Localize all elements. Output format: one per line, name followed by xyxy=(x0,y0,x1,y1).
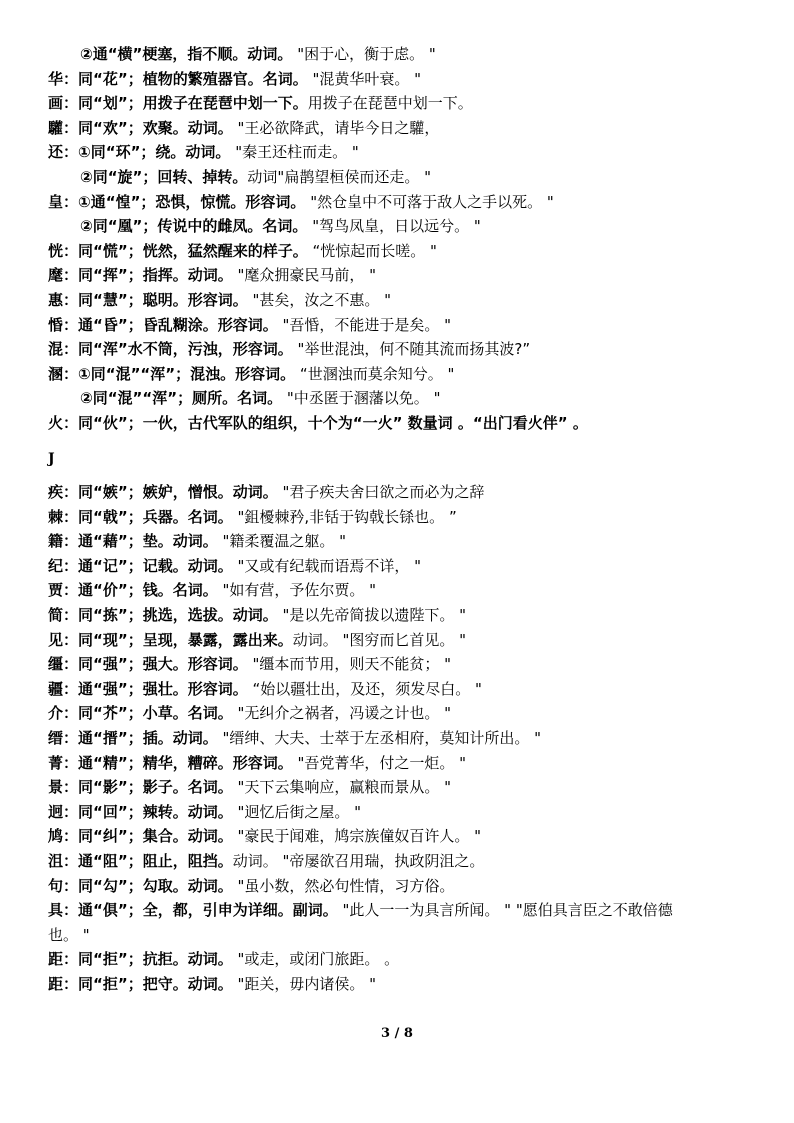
entry-gloss: 同“强”；强大。形容词。 xyxy=(78,655,248,674)
entry-gloss: 同“拒”；把守。动词。 xyxy=(78,974,233,993)
entry-example: "如有营，予佐尔贾。 " xyxy=(217,581,377,600)
entry-gloss: 同“回”；辣转。动词。 xyxy=(78,802,233,821)
entry-example: "或走，或闭门旅距。 。 xyxy=(232,950,400,969)
entry-gloss: 同“嫉”；嫉妒，憎恨。动词。 xyxy=(78,483,278,502)
entry-head: 恍： xyxy=(48,241,79,260)
entry-head: 疆： xyxy=(48,679,79,698)
entry-line xyxy=(48,652,748,677)
entry-gloss: 同“戟”；兵器。名词。 xyxy=(78,507,233,526)
entry-gloss: 同“挥”；指挥。动词。 xyxy=(78,266,233,285)
entry-gloss: 通“搢”；插。动词。 xyxy=(78,729,218,748)
entry-head: 惠： xyxy=(48,290,79,309)
entry-example: "天下云集响应，赢粮而景从。 " xyxy=(232,778,452,797)
entry-line xyxy=(48,554,748,579)
entry-head: 句： xyxy=(48,876,79,895)
entry-head: 皇： xyxy=(48,192,79,211)
entry-head: 见： xyxy=(48,630,79,649)
entry-example: "缙绅、大夫、士萃于左丞相府，莫知计所出。 " xyxy=(217,729,542,748)
entry-line xyxy=(48,411,748,436)
entry-head: 沮： xyxy=(48,852,79,870)
entry-head: 鸠： xyxy=(48,827,79,846)
entry-head: 溷： xyxy=(48,364,79,383)
entry-head: 贾： xyxy=(48,581,79,600)
entry-example: "举世混浊，何不随其流而扬其波?” xyxy=(292,340,531,359)
entry-gloss: 通“俱”；全，都，引申为详细。副词。 xyxy=(78,901,338,920)
entry-line xyxy=(48,313,748,338)
entry-line xyxy=(48,726,748,751)
entry-head: 距： xyxy=(48,974,79,993)
entry-head: 火： xyxy=(48,413,79,432)
entry-head: 疾： xyxy=(48,483,79,502)
entry-gloss: 通“阻”；阻止，阻挡。 xyxy=(78,852,233,870)
entry-gloss: 同“勾”；勾取。动词。 xyxy=(78,876,233,895)
entry-example: "困于心，衡于虑。 " xyxy=(292,45,436,63)
entry-line xyxy=(48,239,748,264)
entry-example: "迥忆后街之屋。 " xyxy=(232,802,362,821)
entry-line xyxy=(48,337,748,362)
entry-example: "缰本而节用，则天不能贫； " xyxy=(247,655,452,674)
entry-gloss: 通“价”；钱。名词。 xyxy=(78,581,218,600)
entry-line xyxy=(48,775,748,800)
entry-line xyxy=(48,947,748,972)
entry-example: 动词。 "帝屡欲召用瑞，执政阴沮之。 xyxy=(232,852,485,870)
entry-example: "鉏櫌棘矜,非铦于钩戟长铩也。 ” xyxy=(232,507,457,526)
entry-line xyxy=(48,505,748,530)
entry-gloss: ②同“凰”；传说中的雌凤。名词。 xyxy=(80,217,308,236)
entry-gloss: ①同“环”；绕。动词。 xyxy=(78,143,231,162)
page-number: 3 / 8 xyxy=(381,1026,413,1041)
entry-line xyxy=(48,800,748,825)
entry-head: 迥： xyxy=(48,802,79,821)
entry-line xyxy=(48,849,748,874)
entry-line xyxy=(48,628,748,653)
entry-example: "豪民于闻难，鸠宗族僮奴百许人。 " xyxy=(232,827,482,846)
entry-line xyxy=(48,874,748,899)
entry-example: "中丞匿于溷藩以免。 " xyxy=(282,389,441,408)
entry-gloss: ②通“横”梗塞，指不顺。动词。 xyxy=(80,45,293,63)
entry-example: 动词。 "图穷而匕首见。 " xyxy=(292,630,467,649)
entry-line xyxy=(48,362,748,387)
entry-line xyxy=(48,288,748,313)
entry-line xyxy=(48,140,748,165)
entry-gloss: 同“花”；植物的繁殖器官。名词。 xyxy=(78,69,308,88)
entry-example: "甚矣，汝之不惠。 " xyxy=(247,290,392,309)
entry-head: 华： xyxy=(48,69,79,88)
entry-line xyxy=(48,67,748,92)
entry-head: 还： xyxy=(48,143,79,162)
entry-head: 棘： xyxy=(48,507,79,526)
entry-example: "是以先帝简拔以遗陛下。 " xyxy=(277,606,467,625)
entry-line xyxy=(48,386,748,411)
entry-gloss: ②同“混”“浑”；厕所。名词。 xyxy=(80,389,283,408)
entry-line-continuation xyxy=(48,923,748,948)
entry-line xyxy=(48,480,748,505)
entry-example: "秦王还柱而走。 " xyxy=(230,143,359,162)
entry-gloss: 同“欢”；欢聚。动词。 xyxy=(78,118,233,137)
entry-gloss: 通“藉”；垫。动词。 xyxy=(78,532,218,551)
entry-line xyxy=(48,190,748,215)
entry-gloss: 同“慌”；恍然，猛然醒来的样子。 xyxy=(78,241,308,260)
entry-gloss: 同“现”；呈现，暴露，露出来。 xyxy=(78,630,293,649)
entry-head: 画： xyxy=(48,94,79,113)
entry-example: "又或有纪载而语焉不详， " xyxy=(232,556,422,575)
entry-line xyxy=(48,263,748,288)
entry-example: "虽小数，然必句性情，习方俗。 xyxy=(232,876,455,895)
entry-example: "然仓皇中不可落于敌人之手以死。 " xyxy=(305,192,554,211)
entry-gloss: 同“浑”水不筒，污浊，形容词。 xyxy=(78,340,293,359)
entry-gloss: 同“划”；用拨子在琵琶中划一下。 xyxy=(78,94,308,113)
entry-gloss: 同“影”；影子。名词。 xyxy=(78,778,233,797)
entry-example: “恍惊起而长嗟。 " xyxy=(307,241,437,260)
entry-head: 具： xyxy=(48,901,79,920)
entry-example: “世溷浊而莫余知兮。 " xyxy=(295,364,455,383)
entry-line xyxy=(48,578,748,603)
entry-head: 惛： xyxy=(48,315,79,334)
entry-line xyxy=(48,91,748,116)
entry-line xyxy=(48,603,748,628)
entry-gloss: 通“记”；记载。动词。 xyxy=(78,556,233,575)
entry-head: 简： xyxy=(48,606,79,625)
entry-line xyxy=(48,165,748,190)
entry-gloss: 同“芥”；小草。名词。 xyxy=(78,704,233,723)
entry-example: "吾党菁华，付之一炬。 " xyxy=(292,753,467,772)
entry-line xyxy=(48,529,748,554)
entry-gloss: ①同“混”“浑”；混浊。形容词。 xyxy=(78,364,296,383)
entry-example: "距关，毋内诸侯。 " xyxy=(232,974,377,993)
entry-example: 也。 " xyxy=(48,925,90,944)
entry-example: "籍柔覆温之躯。 " xyxy=(217,532,347,551)
entry-example: "君子疾夫舍曰欲之而必为之辞 xyxy=(277,483,485,502)
entry-line xyxy=(48,116,748,141)
entry-head: 景： xyxy=(48,778,79,797)
entry-gloss: 同“拒”；抗拒。动词。 xyxy=(78,950,233,969)
entry-gloss: 通“精”；精华，糟碎。形容词。 xyxy=(78,753,293,772)
entry-example: "王必欲降武，请毕今日之驩， xyxy=(232,118,440,137)
entry-head: 混： xyxy=(48,340,79,359)
entry-line xyxy=(48,214,748,239)
entry-example: "吾惛，不能进于是矣。 " xyxy=(277,315,452,334)
entry-example: “始以疆壮出，及还，须发尽白。 " xyxy=(247,679,482,698)
entry-gloss: 同“纠”；集合。动词。 xyxy=(78,827,233,846)
section-heading xyxy=(48,446,748,471)
entry-gloss: 通“昏”；昏乱糊涂。形容词。 xyxy=(78,315,278,334)
entry-head: 介： xyxy=(48,704,79,723)
entry-line xyxy=(48,898,748,923)
entry-example: "麾众拥豪民马前， " xyxy=(232,266,377,285)
entry-gloss: 通“强”；强壮。形容词。 xyxy=(78,679,248,698)
entry-head: 缙： xyxy=(48,729,79,748)
entry-head: 籍： xyxy=(48,532,79,551)
entry-head: 缰： xyxy=(48,655,79,674)
entry-example: "此人一一为具言所闻。 " "愿伯具言臣之不敢倍德 xyxy=(337,901,673,920)
entry-line xyxy=(48,677,748,702)
entry-head: 菁： xyxy=(48,753,79,772)
entry-line xyxy=(48,751,748,776)
entry-gloss: ①通“惶”；恐惧，惊慌。形容词。 xyxy=(78,192,306,211)
entry-example: "混黄华叶衰。 " xyxy=(307,69,422,88)
entry-line xyxy=(48,972,748,997)
entry-gloss: 同“伙”；一伙，古代军队的组织，十个为“一火” 数量词 。 xyxy=(78,413,473,432)
entry-line xyxy=(48,701,748,726)
entry-gloss: 同“慧”；聪明。形容词。 xyxy=(78,290,248,309)
entry-example: 用拨子在琵琶中划一下。 xyxy=(307,94,473,113)
section-letter: J xyxy=(48,450,55,467)
entry-head: 驩： xyxy=(48,118,79,137)
entry-example: 动词"扁鹊望桓侯而还走。 " xyxy=(247,167,431,186)
entry-line xyxy=(48,42,748,67)
entry-example: “出门看火伴” 。 xyxy=(472,413,588,432)
entry-gloss: ②同“旋”；回转、掉转。 xyxy=(80,167,248,186)
entry-gloss: 同“拣”；挑选，选拔。动词。 xyxy=(78,606,278,625)
entry-head: 距： xyxy=(48,950,79,969)
document-page xyxy=(48,42,748,997)
entry-example: "驾鸟凤皇，日以远兮。 " xyxy=(307,217,481,236)
entry-head: 麾： xyxy=(48,266,79,285)
entry-head: 纪： xyxy=(48,556,79,575)
entry-line xyxy=(48,824,748,849)
entry-example: "无纠介之祸者，冯谖之计也。 " xyxy=(232,704,452,723)
